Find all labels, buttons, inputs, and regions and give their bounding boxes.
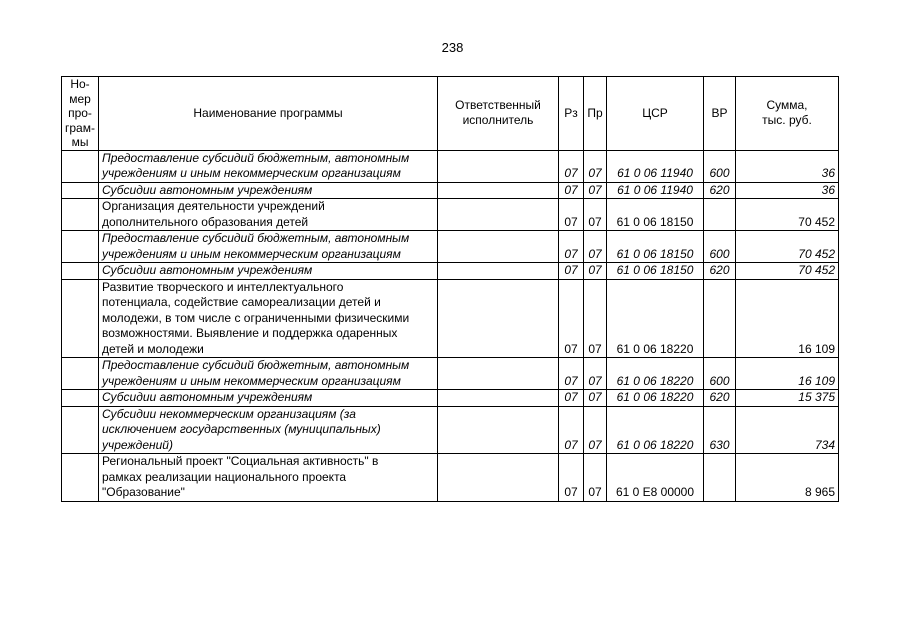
program-number-cell	[62, 406, 99, 454]
table-row	[62, 454, 839, 502]
program-name-cell	[99, 231, 438, 263]
program-number-cell	[62, 150, 99, 182]
program-name-line: учреждениям и иным некоммерческим организациям	[102, 373, 401, 388]
vr-cell: 630	[704, 406, 736, 454]
program-name-line: Предоставление субсидий бюджетным, автономным	[102, 358, 410, 372]
pr-cell: 07	[584, 454, 607, 502]
pr-cell: 07	[584, 182, 607, 199]
rz-cell: 07	[559, 279, 584, 358]
table-row	[62, 263, 839, 280]
program-name-cell	[99, 263, 438, 280]
pr-cell: 07	[584, 150, 607, 182]
header-pr: Пр	[584, 77, 607, 151]
responsible-cell	[438, 199, 559, 231]
header-rz: Рз	[559, 77, 584, 151]
sum-cell: 36	[736, 182, 839, 199]
program-number-cell	[62, 358, 99, 390]
vr-cell	[704, 199, 736, 231]
program-name-line: Организация деятельности учреждений	[102, 199, 325, 213]
program-name-cell	[99, 182, 438, 199]
csr-cell: 61 0 06 18150	[607, 199, 704, 231]
program-name-line: возможностями. Выявление и поддержка одаренных	[102, 326, 398, 340]
csr-cell: 61 0 06 11940	[607, 150, 704, 182]
vr-cell: 620	[704, 182, 736, 199]
csr-cell: 61 0 06 18150	[607, 263, 704, 280]
program-name-cell	[99, 454, 438, 502]
program-name-line: рамках реализации национального проекта	[102, 469, 347, 484]
program-number-cell	[62, 263, 99, 280]
rz-cell: 07	[559, 390, 584, 407]
rz-cell: 07	[559, 263, 584, 280]
vr-cell: 600	[704, 231, 736, 263]
header-program-name: Наименование программы	[99, 77, 438, 151]
sum-cell: 16 109	[736, 279, 839, 358]
sum-cell: 70 452	[736, 199, 839, 231]
program-name-line: "Образование"	[102, 485, 185, 499]
vr-cell	[704, 279, 736, 358]
program-name-cell	[99, 406, 438, 454]
program-name-cell	[99, 358, 438, 390]
rz-cell: 07	[559, 358, 584, 390]
header-program-number: Но- мер про- грам- мы	[62, 77, 99, 151]
csr-cell: 61 0 E8 00000	[607, 454, 704, 502]
responsible-cell	[438, 182, 559, 199]
program-name-line: дополнительного образования детей	[102, 214, 309, 229]
vr-cell	[704, 454, 736, 502]
vr-cell: 600	[704, 150, 736, 182]
rz-cell: 07	[559, 231, 584, 263]
budget-table	[61, 76, 839, 502]
responsible-cell	[438, 406, 559, 454]
rz-cell: 07	[559, 454, 584, 502]
rz-cell: 07	[559, 182, 584, 199]
table-row	[62, 279, 839, 358]
csr-cell: 61 0 06 18220	[607, 406, 704, 454]
header-csr: ЦСР	[607, 77, 704, 151]
table-row	[62, 231, 839, 263]
pr-cell: 07	[584, 231, 607, 263]
vr-cell: 600	[704, 358, 736, 390]
rz-cell: 07	[559, 406, 584, 454]
program-name-cell	[99, 199, 438, 231]
rz-cell: 07	[559, 199, 584, 231]
program-name-cell	[99, 150, 438, 182]
rz-cell: 07	[559, 150, 584, 182]
program-name-line: учреждениям и иным некоммерческим организациям	[102, 246, 401, 261]
program-name-line: Субсидии автономным учреждениям	[102, 263, 313, 277]
pr-cell: 07	[584, 358, 607, 390]
responsible-cell	[438, 279, 559, 358]
table-row	[62, 358, 839, 390]
responsible-cell	[438, 150, 559, 182]
sum-cell: 36	[736, 150, 839, 182]
program-name-line: детей и молодежи	[102, 341, 204, 356]
pr-cell: 07	[584, 390, 607, 407]
sum-cell: 8 965	[736, 454, 839, 502]
table-row	[62, 390, 839, 407]
program-name-cell	[99, 279, 438, 358]
program-number-cell	[62, 199, 99, 231]
csr-cell: 61 0 06 18220	[607, 358, 704, 390]
table-row	[62, 406, 839, 454]
page-number: 238	[441, 40, 464, 55]
responsible-cell	[438, 390, 559, 407]
csr-cell: 61 0 06 18220	[607, 279, 704, 358]
program-number-cell	[62, 454, 99, 502]
csr-cell: 61 0 06 11940	[607, 182, 704, 199]
vr-cell: 620	[704, 390, 736, 407]
program-name-line: Субсидии некоммерческим организациям (за	[102, 406, 356, 421]
responsible-cell	[438, 358, 559, 390]
program-name-line: учреждений)	[102, 437, 173, 452]
program-name-line: Предоставление субсидий бюджетным, автономным	[102, 150, 410, 165]
header-row	[62, 77, 839, 151]
vr-cell: 620	[704, 263, 736, 280]
csr-cell: 61 0 06 18220	[607, 390, 704, 407]
program-name-line: молодежи, в том числе с ограниченными физическими	[102, 310, 410, 325]
responsible-cell	[438, 231, 559, 263]
program-name-cell	[99, 390, 438, 407]
program-name-line: Развитие творческого и интеллектуального	[102, 279, 344, 294]
program-name-line: Предоставление субсидий бюджетным, автономным	[102, 231, 410, 245]
header-vr: ВР	[704, 77, 736, 151]
program-number-cell	[62, 279, 99, 358]
header-responsible: Ответственный исполнитель	[438, 77, 559, 151]
header-sum: Сумма, тыс. руб.	[736, 77, 839, 151]
program-name-line: потенциала, содействие самореализации детей и	[102, 295, 381, 309]
program-number-cell	[62, 231, 99, 263]
pr-cell: 07	[584, 199, 607, 231]
pr-cell: 07	[584, 263, 607, 280]
program-name-line: исключением государственных (муниципальных)	[102, 422, 381, 436]
program-name-line: учреждениям и иным некоммерческим организациям	[102, 166, 401, 180]
sum-cell: 734	[736, 406, 839, 454]
responsible-cell	[438, 263, 559, 280]
table-row	[62, 182, 839, 199]
program-number-cell	[62, 390, 99, 407]
csr-cell: 61 0 06 18150	[607, 231, 704, 263]
sum-cell: 70 452	[736, 263, 839, 280]
pr-cell: 07	[584, 406, 607, 454]
program-name-line: Региональный проект "Социальная активность" в	[102, 454, 379, 468]
program-name-line: Субсидии автономным учреждениям	[102, 390, 313, 404]
table-row	[62, 150, 839, 182]
sum-cell: 70 452	[736, 231, 839, 263]
pr-cell: 07	[584, 279, 607, 358]
sum-cell: 15 375	[736, 390, 839, 407]
program-name-line: Субсидии автономным учреждениям	[102, 182, 313, 197]
sum-cell: 16 109	[736, 358, 839, 390]
program-number-cell	[62, 182, 99, 199]
responsible-cell	[438, 454, 559, 502]
table-row	[62, 199, 839, 231]
